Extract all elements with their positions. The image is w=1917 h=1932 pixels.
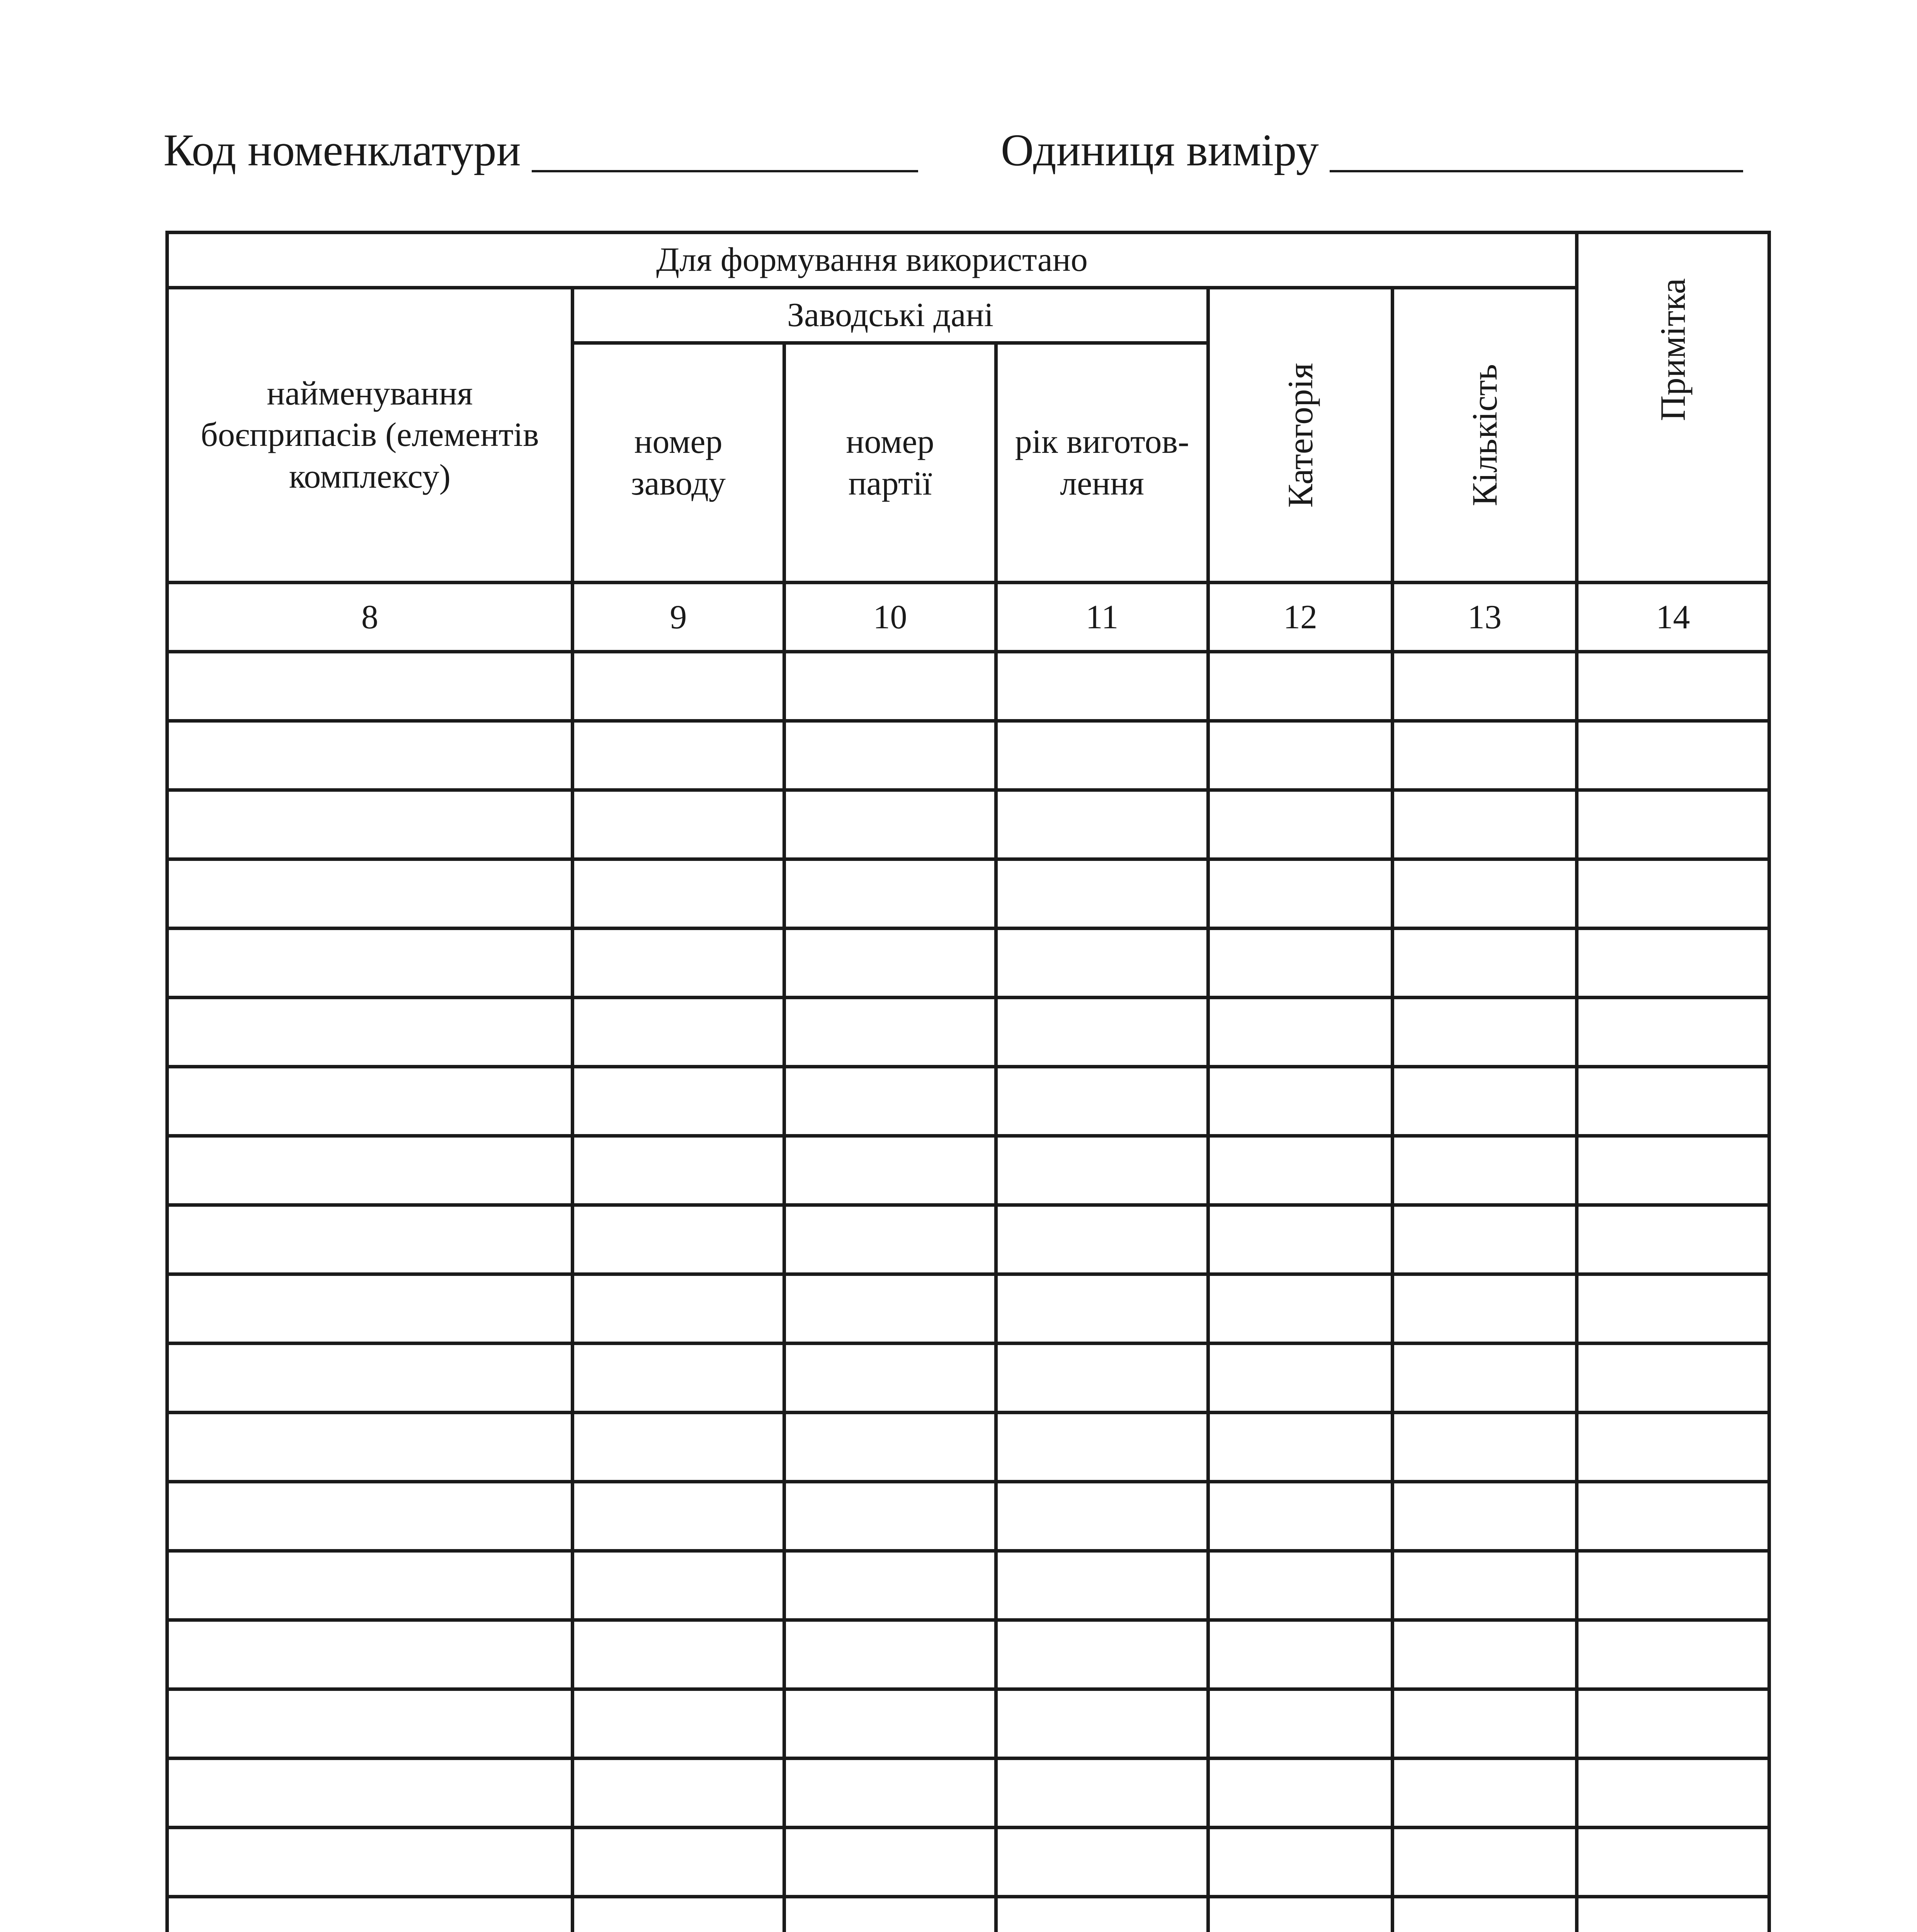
table-cell[interactable] — [996, 1551, 1208, 1620]
table-cell[interactable] — [167, 1689, 573, 1759]
table-cell[interactable] — [167, 1620, 573, 1689]
table-cell[interactable] — [1577, 790, 1769, 859]
table-cell[interactable] — [1208, 1689, 1393, 1759]
table-row — [167, 1344, 1769, 1413]
table-cell[interactable] — [1393, 929, 1577, 998]
ammunition-table — [165, 231, 1771, 1932]
table-cell[interactable] — [1577, 998, 1769, 1067]
table-cell[interactable] — [784, 790, 996, 859]
table-cell[interactable] — [1577, 1344, 1769, 1413]
column-number: 13 — [1393, 583, 1577, 652]
table-cell[interactable] — [573, 1759, 784, 1828]
column-number: 8 — [167, 583, 573, 652]
col-year-header: рік виготов-лення — [996, 343, 1208, 583]
table-cell[interactable] — [573, 1620, 784, 1689]
table-cell[interactable] — [996, 721, 1208, 790]
group-header: Для формування використано — [167, 233, 1577, 288]
table-cell[interactable] — [784, 1620, 996, 1689]
table-cell[interactable] — [167, 652, 573, 721]
table-cell[interactable] — [573, 998, 784, 1067]
table-cell[interactable] — [1393, 1620, 1577, 1689]
table-cell[interactable] — [167, 1344, 573, 1413]
table-cell[interactable] — [1577, 1274, 1769, 1344]
table-cell[interactable] — [1577, 1482, 1769, 1551]
table-cell[interactable] — [167, 790, 573, 859]
table-cell[interactable] — [784, 1067, 996, 1136]
table-cell[interactable] — [1208, 1620, 1393, 1689]
table-cell[interactable] — [996, 1620, 1208, 1689]
column-number: 10 — [784, 583, 996, 652]
table-cell[interactable] — [167, 859, 573, 929]
col-factory-number-header: номер заводу — [573, 343, 784, 583]
table-cell[interactable] — [996, 929, 1208, 998]
nomenclature-code-blank[interactable] — [532, 131, 918, 172]
table-cell[interactable] — [167, 1759, 573, 1828]
table-cell[interactable] — [784, 859, 996, 929]
table-cell[interactable] — [573, 721, 784, 790]
col-quantity-header: Кількість — [1393, 288, 1577, 583]
column-number: 14 — [1577, 583, 1769, 652]
column-number: 9 — [573, 583, 784, 652]
table-cell[interactable] — [1208, 1274, 1393, 1344]
table-row — [167, 790, 1769, 859]
table-row — [167, 1689, 1769, 1759]
column-number-row — [167, 583, 1769, 652]
table-cell[interactable] — [1577, 721, 1769, 790]
table-cell[interactable] — [573, 929, 784, 998]
table-cell[interactable] — [1208, 652, 1393, 721]
table-cell[interactable] — [996, 1274, 1208, 1344]
table-cell[interactable] — [1393, 859, 1577, 929]
table-cell[interactable] — [784, 652, 996, 721]
table-cell[interactable] — [1393, 1551, 1577, 1620]
table-cell[interactable] — [573, 790, 784, 859]
column-number: 11 — [996, 583, 1208, 652]
table-cell[interactable] — [573, 1413, 784, 1482]
table-cell[interactable] — [573, 652, 784, 721]
table-cell[interactable] — [1577, 929, 1769, 998]
table-cell[interactable] — [573, 859, 784, 929]
table-cell[interactable] — [784, 1136, 996, 1205]
table-cell[interactable] — [1393, 652, 1577, 721]
table-cell[interactable] — [1577, 1205, 1769, 1274]
table-row — [167, 1274, 1769, 1344]
factory-data-header: Заводські дані — [573, 288, 1208, 343]
table-cell[interactable] — [1393, 1274, 1577, 1344]
table-row — [167, 1413, 1769, 1482]
table-cell[interactable] — [784, 998, 996, 1067]
table-row — [167, 1482, 1769, 1551]
table-cell[interactable] — [996, 1689, 1208, 1759]
table-cell[interactable] — [1208, 790, 1393, 859]
table-cell[interactable] — [1208, 721, 1393, 790]
table-cell[interactable] — [784, 1551, 996, 1620]
table-cell[interactable] — [784, 1689, 996, 1759]
table-cell[interactable] — [1577, 1413, 1769, 1482]
table-cell[interactable] — [167, 1482, 573, 1551]
column-number: 12 — [1208, 583, 1393, 652]
table-row — [167, 1551, 1769, 1620]
table-cell[interactable] — [1577, 1689, 1769, 1759]
table-cell[interactable] — [784, 1205, 996, 1274]
table-cell[interactable] — [1577, 1759, 1769, 1828]
col-batch-number-header: номер партії — [784, 343, 996, 583]
table-cell[interactable] — [167, 998, 573, 1067]
table-cell[interactable] — [784, 1344, 996, 1413]
table-cell[interactable] — [573, 1482, 784, 1551]
table-cell[interactable] — [996, 1205, 1208, 1274]
table-cell[interactable] — [1393, 998, 1577, 1067]
table-cell[interactable] — [1208, 929, 1393, 998]
table-cell[interactable] — [1208, 1344, 1393, 1413]
table-cell[interactable] — [996, 1413, 1208, 1482]
table-cell[interactable] — [167, 1136, 573, 1205]
table-row — [167, 1136, 1769, 1205]
table-cell[interactable] — [1577, 1551, 1769, 1620]
table-cell[interactable] — [1393, 1413, 1577, 1482]
table-row — [167, 859, 1769, 929]
table-row — [167, 721, 1769, 790]
table-cell[interactable] — [1393, 1205, 1577, 1274]
table-cell[interactable] — [573, 1689, 784, 1759]
col-name-header: найменування боєприпасів (елементів комплексу) — [167, 288, 573, 583]
table-cell[interactable] — [573, 1274, 784, 1344]
table-cell[interactable] — [784, 1413, 996, 1482]
table-cell[interactable] — [784, 1482, 996, 1551]
table-cell[interactable] — [996, 1897, 1208, 1932]
table-cell[interactable] — [996, 1067, 1208, 1136]
table-cell[interactable] — [1208, 1897, 1393, 1932]
table-cell[interactable] — [167, 1274, 573, 1344]
table-cell[interactable] — [573, 1897, 784, 1932]
table-cell[interactable] — [1208, 1067, 1393, 1136]
table-row — [167, 998, 1769, 1067]
table-cell[interactable] — [1393, 1482, 1577, 1551]
table-cell[interactable] — [1208, 1482, 1393, 1551]
table-cell[interactable] — [996, 859, 1208, 929]
table-cell[interactable] — [1208, 1759, 1393, 1828]
table-cell[interactable] — [167, 1205, 573, 1274]
table-cell[interactable] — [1393, 1067, 1577, 1136]
table-cell[interactable] — [1393, 1136, 1577, 1205]
nomenclature-code-field — [163, 123, 918, 185]
table-cell[interactable] — [1393, 790, 1577, 859]
table-row — [167, 1897, 1769, 1932]
table-cell[interactable] — [1577, 859, 1769, 929]
table-row — [167, 1759, 1769, 1828]
table-cell[interactable] — [996, 1136, 1208, 1205]
table-cell[interactable] — [784, 1274, 996, 1344]
table-cell[interactable] — [167, 929, 573, 998]
table-cell[interactable] — [1393, 1344, 1577, 1413]
table-cell[interactable] — [1208, 1413, 1393, 1482]
table-cell[interactable] — [784, 1828, 996, 1897]
unit-field — [1001, 123, 1743, 185]
table-row — [167, 1067, 1769, 1136]
table-cell[interactable] — [573, 1205, 784, 1274]
table-cell[interactable] — [167, 1067, 573, 1136]
table-cell[interactable] — [1208, 1828, 1393, 1897]
table-cell[interactable] — [784, 721, 996, 790]
table-cell[interactable] — [1577, 1620, 1769, 1689]
table-cell[interactable] — [573, 1136, 784, 1205]
table-row — [167, 1620, 1769, 1689]
table-cell[interactable] — [1208, 1136, 1393, 1205]
table-cell[interactable] — [1208, 998, 1393, 1067]
table-cell[interactable] — [1208, 1205, 1393, 1274]
table-cell[interactable] — [1393, 1689, 1577, 1759]
table-cell[interactable] — [784, 1759, 996, 1828]
table-cell[interactable] — [996, 652, 1208, 721]
table-cell[interactable] — [167, 1897, 573, 1932]
table-cell[interactable] — [1393, 721, 1577, 790]
table-cell[interactable] — [167, 721, 573, 790]
table-cell[interactable] — [1577, 652, 1769, 721]
table-cell[interactable] — [573, 1344, 784, 1413]
table-cell[interactable] — [1208, 859, 1393, 929]
form-header — [163, 123, 1767, 185]
table-cell[interactable] — [1393, 1759, 1577, 1828]
table-cell[interactable] — [1577, 1897, 1769, 1932]
table-cell[interactable] — [167, 1828, 573, 1897]
col-note-header: Примітка — [1577, 233, 1769, 583]
table-cell[interactable] — [996, 1482, 1208, 1551]
table-cell[interactable] — [784, 1897, 996, 1932]
table-cell[interactable] — [1577, 1136, 1769, 1205]
table-cell[interactable] — [167, 1413, 573, 1482]
table-cell[interactable] — [996, 998, 1208, 1067]
table-cell[interactable] — [996, 790, 1208, 859]
table-cell[interactable] — [1577, 1067, 1769, 1136]
table-cell[interactable] — [996, 1759, 1208, 1828]
table-cell[interactable] — [573, 1828, 784, 1897]
unit-label: Одиниця виміру — [1001, 125, 1319, 175]
table-cell[interactable] — [1208, 1551, 1393, 1620]
table-cell[interactable] — [996, 1344, 1208, 1413]
table-row — [167, 929, 1769, 998]
table-row — [167, 652, 1769, 721]
table-cell[interactable] — [996, 1828, 1208, 1897]
table-cell[interactable] — [1393, 1828, 1577, 1897]
nomenclature-code-label: Код номенклатури — [163, 125, 521, 175]
table-cell[interactable] — [784, 929, 996, 998]
table-cell[interactable] — [167, 1551, 573, 1620]
table-row — [167, 1828, 1769, 1897]
table-row — [167, 1205, 1769, 1274]
table-cell[interactable] — [573, 1067, 784, 1136]
unit-blank[interactable] — [1330, 131, 1743, 172]
table-cell[interactable] — [1393, 1897, 1577, 1932]
table-cell[interactable] — [573, 1551, 784, 1620]
col-category-header: Категорія — [1208, 288, 1393, 583]
table-cell[interactable] — [1577, 1828, 1769, 1897]
